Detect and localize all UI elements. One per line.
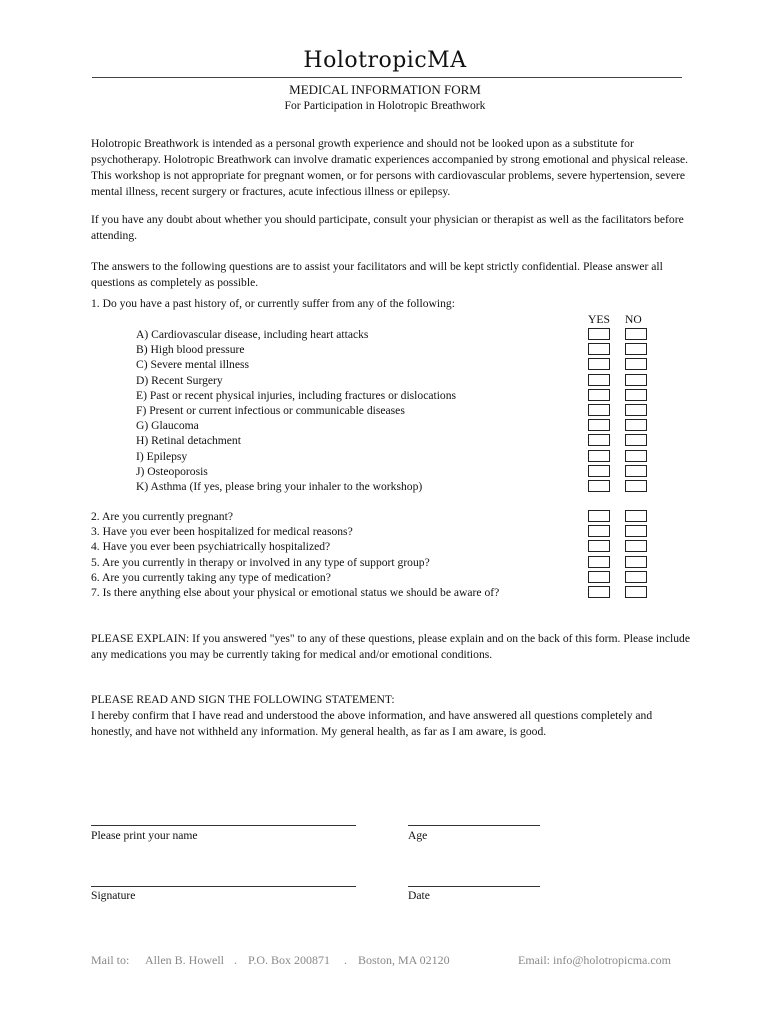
form-subtitle: For Participation in Holotropic Breathwork (284, 99, 486, 112)
statement-text: I hereby confirm that I have read and understood the above information, and have answered all questions completely and honestly, and have not withheld any information. My general health, as far as I am aware, is good. (91, 709, 653, 738)
yes-checkbox[interactable] (588, 480, 610, 492)
name-line[interactable] (91, 825, 356, 826)
footer-mail-label: Mail to: (91, 953, 130, 967)
condition-item: A) Cardiovascular disease, including heart attacks (136, 328, 369, 341)
date-line[interactable] (408, 886, 540, 887)
footer-address-po-box: P.O. Box 200871 (248, 953, 331, 967)
header-rule (92, 77, 682, 78)
name-label: Please print your name (91, 829, 198, 842)
yes-checkbox[interactable] (588, 465, 610, 477)
yes-checkbox[interactable] (588, 358, 610, 370)
yes-checkbox[interactable] (588, 404, 610, 416)
date-label: Date (408, 889, 430, 902)
statement-heading: PLEASE READ AND SIGN THE FOLLOWING STATEMENT: (91, 693, 395, 706)
no-checkbox[interactable] (625, 404, 647, 416)
no-checkbox[interactable] (625, 480, 647, 492)
condition-item: I) Epilepsy (136, 449, 188, 463)
yes-checkbox[interactable] (588, 586, 610, 598)
no-checkbox[interactable] (625, 586, 647, 598)
no-checkbox[interactable] (625, 343, 647, 355)
conditions-list (136, 327, 456, 494)
age-line[interactable] (408, 825, 540, 826)
condition-item: K) Asthma (If yes, please bring your inhaler to the workshop) (136, 479, 423, 493)
condition-item: F) Present or current infectious or communicable diseases (136, 403, 405, 417)
no-checkbox[interactable] (625, 419, 647, 431)
intro-paragraph-3: The answers to the following questions are to assist your facilitators and will be kept strictly confidential. Please answer all questions as completely as possible. (91, 260, 663, 289)
no-checkbox[interactable] (625, 540, 647, 552)
question-item: 7. Is there anything else about your physical or emotional status we should be aware of? (91, 585, 500, 599)
question-item: 2. Are you currently pregnant? (91, 510, 233, 523)
no-checkbox[interactable] (625, 450, 647, 462)
yes-checkbox[interactable] (588, 389, 610, 401)
intro-paragraph-1: Holotropic Breathwork is intended as a personal growth experience and should not be looked upon as a substitute for psychotherapy. Holotropic Breathwork can involve dramatic experiences accompanied by strong emotional and physical release. This workshop is not appropriate for pregnant women, or for persons with cardiovascular problems, severe hypertension, severe mental illness, recent surgery or fractures, acute infectious illness or epilepsy. (91, 137, 689, 198)
footer-separator: . (234, 953, 237, 967)
yes-checkbox[interactable] (588, 328, 610, 340)
condition-item: J) Osteoporosis (136, 464, 208, 478)
condition-item: E) Past or recent physical injuries, including fractures or dislocations (136, 388, 457, 402)
yes-column-header: YES (588, 313, 610, 326)
no-checkbox[interactable] (625, 556, 647, 568)
yes-checkbox[interactable] (588, 556, 610, 568)
no-checkbox[interactable] (625, 465, 647, 477)
footer-separator: . (344, 953, 347, 967)
no-checkbox[interactable] (625, 525, 647, 537)
form-title: MEDICAL INFORMATION FORM (289, 82, 481, 97)
condition-item: B) High blood pressure (136, 343, 245, 357)
question-item: 6. Are you currently taking any type of medication? (91, 570, 331, 584)
no-checkbox[interactable] (625, 358, 647, 370)
yes-checkbox[interactable] (588, 571, 610, 583)
no-checkbox[interactable] (625, 328, 647, 340)
yes-checkbox[interactable] (588, 434, 610, 446)
yes-checkbox[interactable] (588, 525, 610, 537)
no-column-header: NO (625, 313, 642, 326)
question-item: 4. Have you ever been psychiatrically hospitalized? (91, 540, 331, 554)
logo: HolotropicMA (303, 48, 467, 73)
no-checkbox[interactable] (625, 374, 647, 386)
condition-item: H) Retinal detachment (136, 434, 241, 448)
footer-address-city: Boston, MA 02120 (358, 953, 450, 967)
no-checkbox[interactable] (625, 571, 647, 583)
footer-email: Email: info@holotropicma.com (518, 953, 672, 967)
age-label: Age (408, 829, 428, 842)
question-item: 5. Are you currently in therapy or involved in any type of support group? (91, 555, 430, 569)
explain-paragraph: PLEASE EXPLAIN: If you answered "yes" to any of these questions, please explain and on the back of this form. Please include any medications you may be currently taking for medical and/or emotional conditions. (91, 632, 690, 661)
intro-paragraph-2: If you have any doubt about whether you should participate, consult your physician or therapist as well as the facilitators before attending. (91, 213, 684, 242)
yes-checkbox[interactable] (588, 419, 610, 431)
questions-list (91, 509, 499, 600)
footer-contact: Allen B. Howell (145, 953, 224, 967)
condition-item: G) Glaucoma (136, 419, 199, 433)
question-1: 1. Do you have a past history of, or currently suffer from any of the following: (91, 297, 455, 310)
question-item: 3. Have you ever been hospitalized for medical reasons? (91, 525, 353, 539)
yes-checkbox[interactable] (588, 510, 610, 522)
no-checkbox[interactable] (625, 389, 647, 401)
yes-checkbox[interactable] (588, 343, 610, 355)
condition-item: D) Recent Surgery (136, 373, 223, 387)
signature-line[interactable] (91, 886, 356, 887)
signature-label: Signature (91, 889, 136, 902)
no-checkbox[interactable] (625, 510, 647, 522)
yes-checkbox[interactable] (588, 540, 610, 552)
yes-checkbox[interactable] (588, 450, 610, 462)
condition-item: C) Severe mental illness (136, 358, 250, 372)
no-checkbox[interactable] (625, 434, 647, 446)
yes-checkbox[interactable] (588, 374, 610, 386)
